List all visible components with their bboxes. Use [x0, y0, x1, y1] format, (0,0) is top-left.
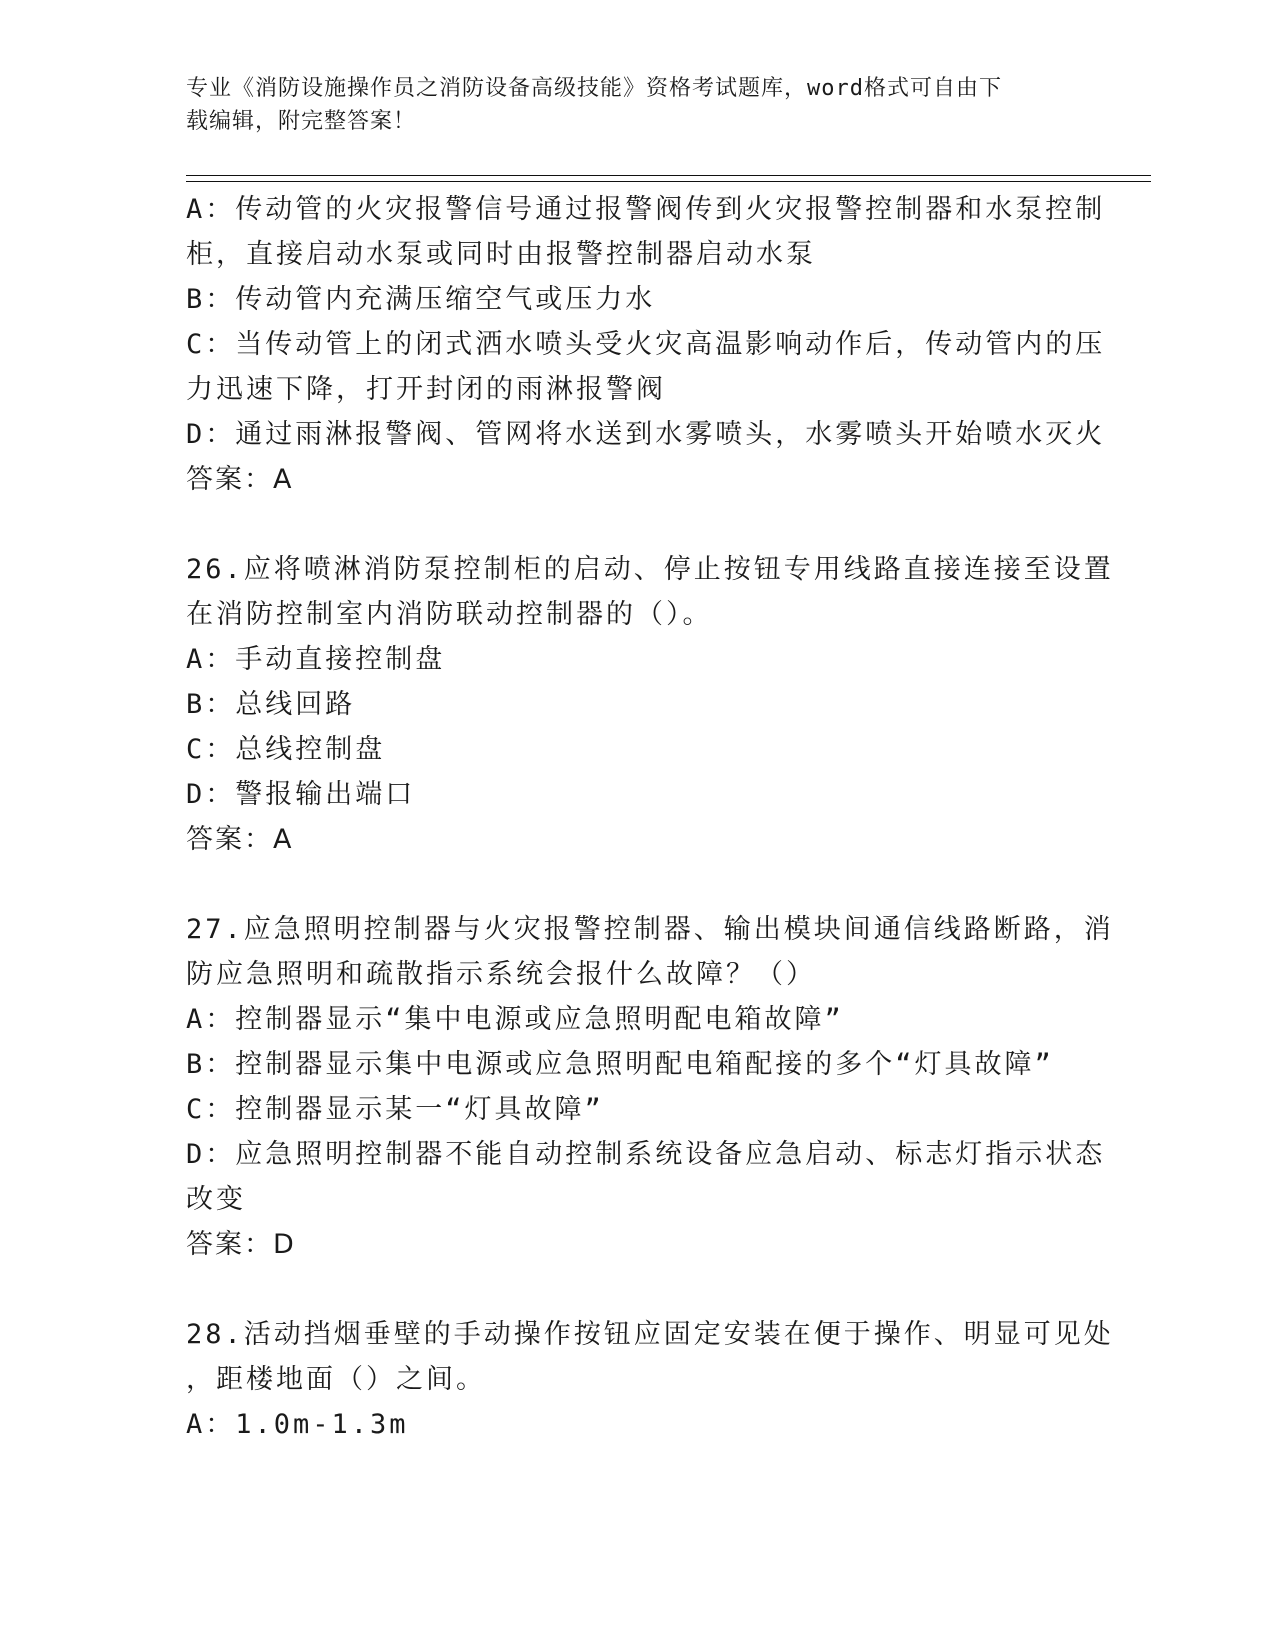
- question-list: [186, 187, 1114, 1447]
- question-27: [186, 907, 1114, 1267]
- question-stem: 28.活动挡烟垂壁的手动操作按钮应固定安装在便于操作、明显可见处: [186, 1319, 1114, 1350]
- option-b: B：控制器显示集中电源或应急照明配电箱配接的多个“灯具故障”: [186, 1049, 1054, 1080]
- header-divider-top: [186, 175, 1151, 176]
- question-stem-continued: 在消防控制室内消防联动控制器的（）。: [186, 599, 713, 630]
- option-c: C：当传动管上的闭式洒水喷头受火灾高温影响动作后，传动管内的压: [186, 329, 1106, 360]
- header-note-line: 载编辑，附完整答案！: [186, 109, 417, 134]
- answer-label: 答案：D: [186, 1229, 296, 1260]
- option-d-continued: 改变: [186, 1184, 246, 1215]
- question-stem: 26.应将喷淋消防泵控制柜的启动、停止按钮专用线路直接连接至设置: [186, 554, 1114, 585]
- question-28: [186, 1312, 1114, 1447]
- spacer: [186, 862, 1086, 907]
- answer-label: 答案：A: [186, 824, 294, 855]
- answer-label: 答案：A: [186, 464, 294, 495]
- option-c-continued: 力迅速下降，打开封闭的雨淋报警阀: [186, 374, 666, 405]
- question-25-options: [186, 187, 1106, 502]
- question-stem-continued: 防应急照明和疏散指示系统会报什么故障？（）: [186, 959, 816, 990]
- header-note: [186, 72, 1066, 138]
- option-c: C：控制器显示某一“灯具故障”: [186, 1094, 604, 1125]
- option-d: D：通过雨淋报警阀、管网将水送到水雾喷头，水雾喷头开始喷水灭火: [186, 419, 1106, 450]
- spacer: [186, 502, 1086, 547]
- option-b: B：传动管内充满压缩空气或压力水: [186, 284, 656, 315]
- option-a: A：传动管的火灾报警信号通过报警阀传到火灾报警控制器和水泵控制: [186, 194, 1106, 225]
- header-divider-bottom: [186, 181, 1151, 182]
- option-b: B：总线回路: [186, 689, 356, 720]
- header-note-line: 专业《消防设施操作员之消防设备高级技能》资格考试题库，word格式可自由下: [186, 76, 1002, 101]
- question-stem: 27.应急照明控制器与火灾报警控制器、输出模块间通信线路断路，消: [186, 914, 1114, 945]
- question-26: [186, 547, 1114, 862]
- option-c: C：总线控制盘: [186, 734, 386, 765]
- option-a-continued: 柜，直接启动水泵或同时由报警控制器启动水泵: [186, 239, 816, 270]
- question-stem-continued: ，距楼地面（）之间。: [186, 1364, 486, 1395]
- option-a: A：控制器显示“集中电源或应急照明配电箱故障”: [186, 1004, 844, 1035]
- option-a: A：手动直接控制盘: [186, 644, 446, 675]
- option-a: A：1.0m-1.3m: [186, 1409, 409, 1440]
- option-d: D：警报输出端口: [186, 779, 416, 810]
- spacer: [186, 1267, 1086, 1312]
- option-d: D：应急照明控制器不能自动控制系统设备应急启动、标志灯指示状态: [186, 1139, 1106, 1170]
